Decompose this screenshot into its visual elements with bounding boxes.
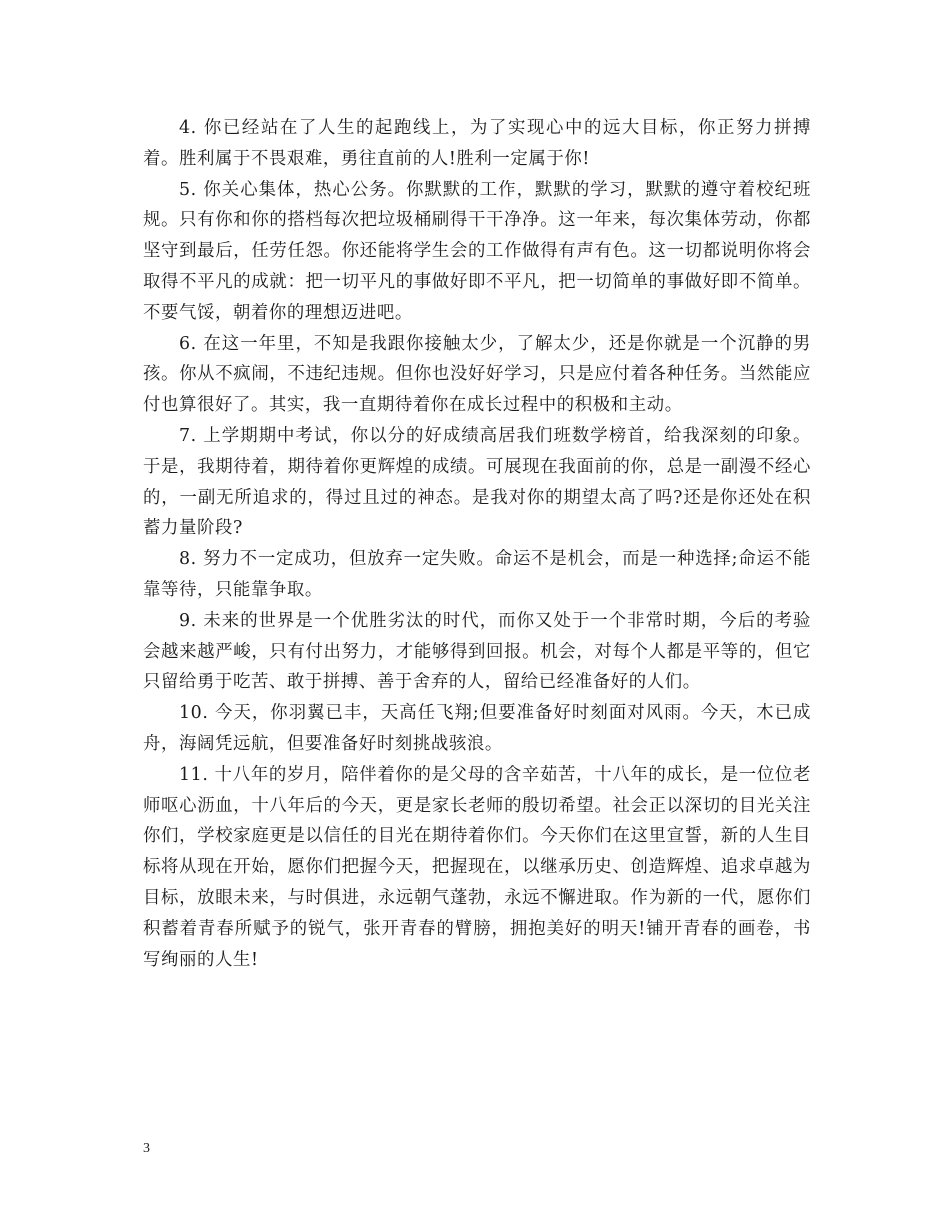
- page-number: 3: [143, 1141, 150, 1156]
- paragraph-4: 4. 你已经站在了人生的起跑线上，为了实现心中的远大目标，你正努力拼搏着。胜利属于不畏艰难，勇往直前的人!胜利一定属于你!: [143, 118, 811, 169]
- paragraph-9: 9. 未来的世界是一个优胜劣汰的时代，而你又处于一个非常时期，今后的考验会越来越严峻，只有付出努力，才能够得到回报。机会，对每个人都是平等的，但它只留给勇于吃苦、敢于拼搏、善于舍弃的人，留给已经准备好的人们。: [143, 610, 811, 693]
- paragraph-5: 5. 你关心集体，热心公务。你默默的工作，默默的学习，默默的遵守着校纪班规。只有你和你的搭档每次把垃圾桶刷得干干净净。这一年来，每次集体劳动，你都坚守到最后，任劳任怨。你还能将学生会的工作做得有声有色。这一切都说明你将会取得不平凡的成就：把一切平凡的事做好即不平凡，把一切简单的事做好即不简单。不要气馁，朝着你的理想迈进吧。: [143, 179, 811, 323]
- paragraph-8: 8. 努力不一定成功，但放弃一定失败。命运不是机会，而是一种选择;命运不能靠等待，只能靠争取。: [143, 549, 811, 600]
- paragraph-10: 10. 今天，你羽翼已丰，天高任飞翔;但要准备好时刻面对风雨。今天，木已成舟，海阔凭远航，但要准备好时刻挑战骇浪。: [143, 703, 811, 754]
- document-body: [143, 113, 811, 975]
- paragraph-11: 11. 十八年的岁月，陪伴着你的是父母的含辛茹苦，十八年的成长，是一位位老师呕心沥血，十八年后的今天，更是家长老师的殷切希望。社会正以深切的目光关注你们，学校家庭更是以信任的目光在期待着你们。今天你们在这里宣誓，新的人生目标将从现在开始，愿你们把握今天，把握现在，以继承历史、创造辉煌、追求卓越为目标，放眼未来，与时俱进，永远朝气蓬勃，永远不懈进取。作为新的一代，愿你们积蓄着青春所赋予的锐气，张开青春的臂膀，拥抱美好的明天!铺开青春的画卷，书写绚丽的人生!: [143, 764, 811, 970]
- paragraph-7: 7. 上学期期中考试，你以分的好成绩高居我们班数学榜首，给我深刻的印象。于是，我期待着，期待着你更辉煌的成绩。可展现在我面前的你，总是一副漫不经心的，一副无所追求的，得过且过的神态。是我对你的期望太高了吗?还是你还处在积蓄力量阶段?: [143, 425, 811, 539]
- paragraph-6: 6. 在这一年里，不知是我跟你接触太少，了解太少，还是你就是一个沉静的男孩。你从不疯闹，不违纪违规。但你也没好好学习，只是应付着各种任务。当然能应付也算很好了。其实，我一直期待着你在成长过程中的积极和主动。: [143, 333, 811, 416]
